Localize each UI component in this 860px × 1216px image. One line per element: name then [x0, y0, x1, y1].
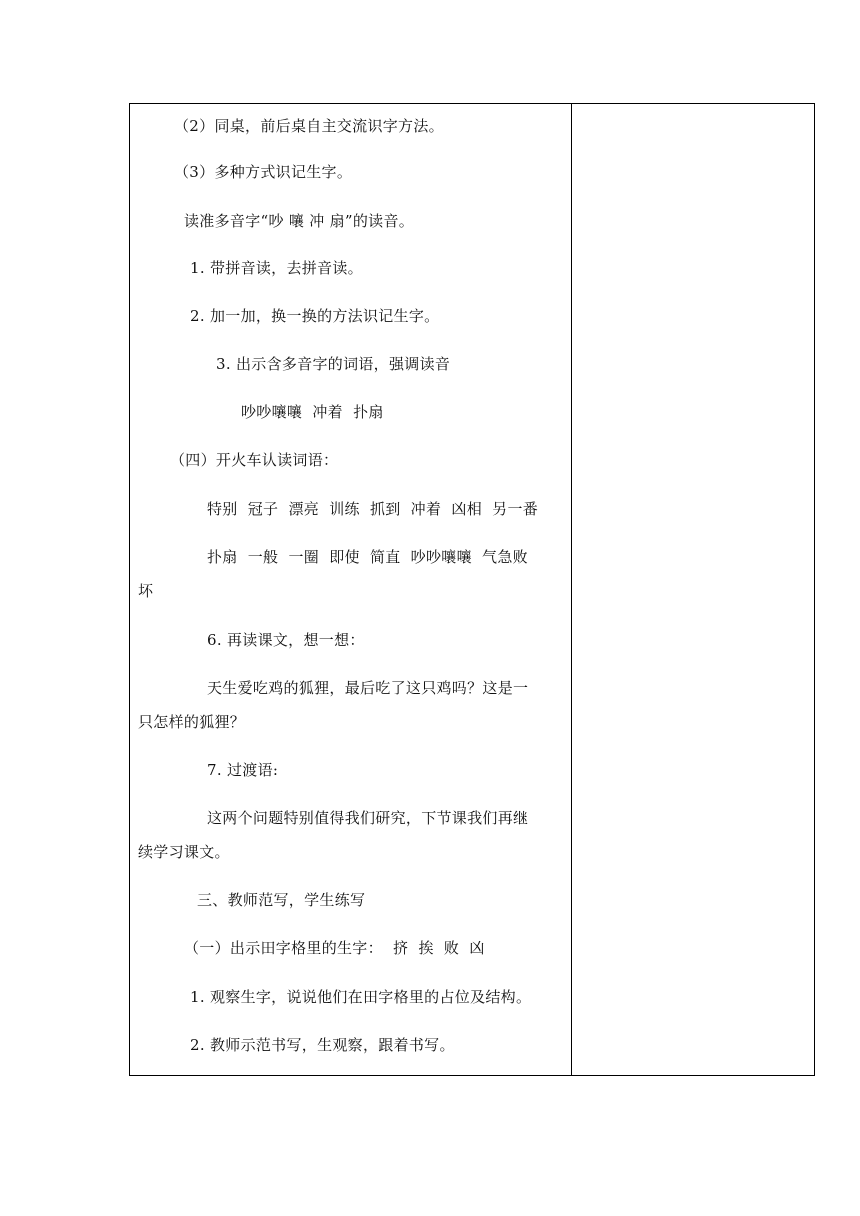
text-line: （一）出示田字格里的生字： 挤 挨 败 凶 [184, 939, 485, 957]
text-line: 扑扇 一般 一圈 即使 简直 吵吵嚷嚷 气急败 [207, 548, 528, 566]
text-line: 坏 [138, 582, 154, 600]
text-line: 7. 过渡语: [207, 761, 279, 779]
text-line: （四）开火车认读词语： [170, 451, 339, 469]
text-line: 读准多音字“吵 嚷 冲 扇”的读音。 [184, 212, 415, 230]
text-line: 3. 出示含多音字的词语，强调读音 [216, 355, 451, 373]
text-line: 吵吵嚷嚷 冲着 扑扇 [241, 403, 384, 421]
text-line: 三、教师范写，学生练写 [197, 891, 366, 909]
text-line: 这两个问题特别值得我们研究，下节课我们再继 [207, 809, 529, 827]
text-line: 只怎样的狐狸？ [138, 713, 246, 731]
text-line: 天生爱吃鸡的狐狸，最后吃了这只鸡吗？这是一 [207, 679, 529, 697]
text-line: （2）同桌，前后桌自主交流识字方法。 [174, 117, 444, 135]
text-line: 1. 带拼音读，去拼音读。 [190, 259, 363, 277]
text-line: 1. 观察生字，说说他们在田字格里的占位及结构。 [190, 988, 532, 1006]
lesson-table [129, 103, 815, 1076]
text-line: 6. 再读课文，想一想： [207, 631, 365, 649]
notes-cell [572, 104, 814, 1075]
text-line: 2. 教师示范书写，生观察，跟着书写。 [190, 1036, 455, 1054]
text-line: 特别 冠子 漂亮 训练 抓到 冲着 凶相 另一番 [207, 500, 539, 518]
text-line: 2. 加一加，换一换的方法识记生字。 [190, 307, 440, 325]
text-line: 续学习课文。 [138, 843, 230, 861]
text-line: （3）多种方式识记生字。 [174, 163, 353, 181]
